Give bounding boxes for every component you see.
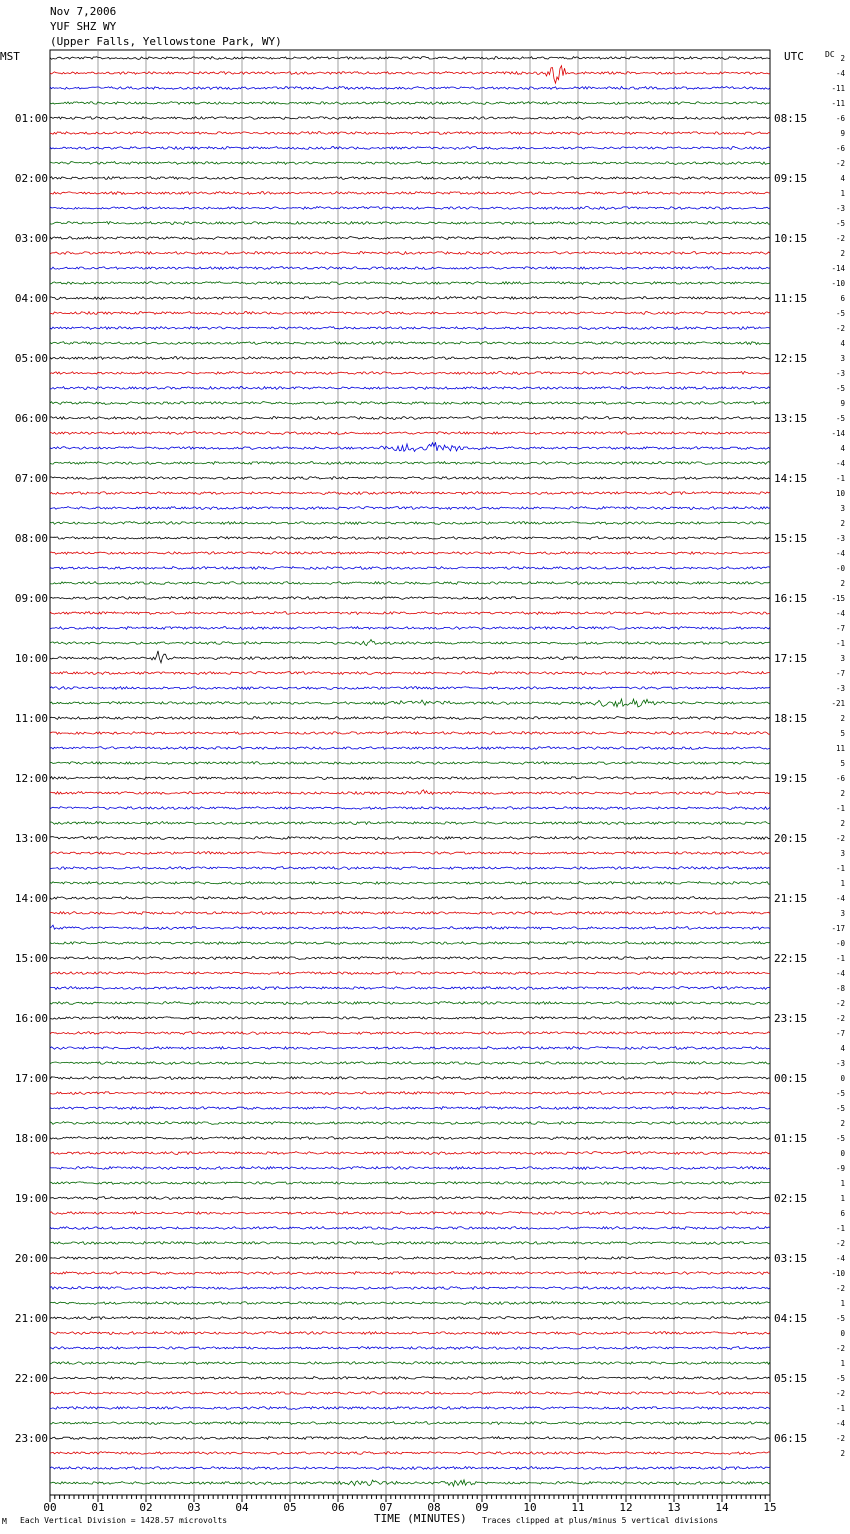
dc-offset-label: 6 — [840, 294, 845, 303]
seismic-trace — [50, 627, 770, 630]
dc-offset-label: -5 — [835, 1134, 845, 1143]
seismic-trace — [50, 537, 770, 540]
seismic-trace — [50, 57, 770, 60]
seismic-trace — [50, 87, 770, 90]
seismic-trace — [50, 822, 770, 825]
dc-offset-label: -2 — [835, 1284, 845, 1293]
seismic-trace — [50, 790, 770, 795]
seismic-trace — [50, 1002, 770, 1005]
dc-offset-label: 4 — [840, 339, 845, 348]
seismic-trace — [50, 747, 770, 750]
utc-hour-label: 16:15 — [774, 592, 808, 605]
seismic-trace — [50, 717, 770, 720]
dc-offset-label: 2 — [840, 714, 845, 723]
seismic-trace — [50, 1122, 770, 1125]
seismic-trace — [50, 1107, 770, 1110]
seismic-trace — [50, 162, 770, 165]
seismic-trace — [50, 597, 770, 600]
utc-hour-label: 00:15 — [774, 1072, 808, 1085]
seismic-trace — [50, 312, 770, 315]
seismic-trace — [50, 672, 770, 675]
dc-offset-label: -7 — [835, 1029, 845, 1038]
clip-note: Traces clipped at plus/minus 5 vertical divisions — [482, 1516, 719, 1525]
seismic-trace — [50, 651, 770, 663]
corner-mark: M — [2, 1517, 7, 1526]
dc-offset-label: -7 — [835, 669, 845, 678]
station-location: (Upper Falls, Yellowstone Park, WY) — [50, 35, 282, 48]
dc-offset-label: 4 — [840, 174, 845, 183]
plot-date: Nov 7,2006 — [50, 5, 117, 18]
seismic-trace — [50, 192, 770, 195]
mst-hour-label: 08:00 — [14, 532, 48, 545]
dc-offset-label: -6 — [835, 144, 845, 153]
seismic-trace — [50, 132, 770, 135]
seismic-trace — [50, 1287, 770, 1290]
dc-offset-label: -5 — [835, 1089, 845, 1098]
dc-offset-label: 1 — [840, 189, 845, 198]
utc-hour-label: 14:15 — [774, 472, 808, 485]
utc-hour-label: 10:15 — [774, 232, 808, 245]
seismic-trace — [50, 1467, 770, 1470]
seismic-trace — [50, 387, 770, 390]
mst-hour-label: 13:00 — [14, 832, 48, 845]
seismic-trace — [50, 1332, 770, 1335]
dc-offset-label: -4 — [835, 894, 845, 903]
dc-offset-label: -1 — [835, 474, 845, 483]
seismic-trace — [50, 102, 770, 105]
seismic-trace — [50, 1347, 770, 1350]
mst-hour-label: 17:00 — [14, 1072, 48, 1085]
seismic-trace — [50, 1272, 770, 1275]
dc-offset-label: -6 — [835, 114, 845, 123]
seismic-trace — [50, 1062, 770, 1065]
utc-axis-label: UTC — [784, 50, 804, 63]
dc-offset-label: 4 — [840, 1044, 845, 1053]
seismic-trace — [50, 117, 770, 120]
x-tick-label: 01 — [91, 1501, 105, 1514]
mst-hour-label: 12:00 — [14, 772, 48, 785]
dc-offset-label: 11 — [835, 744, 845, 753]
seismic-trace — [50, 522, 770, 525]
seismic-trace — [50, 402, 770, 405]
dc-offset-label: 1 — [840, 1299, 845, 1308]
dc-offset-label: -2 — [835, 234, 845, 243]
plot-frame — [50, 50, 770, 1495]
seismic-trace — [50, 1032, 770, 1035]
seismic-trace — [50, 1212, 770, 1215]
dc-offset-label: 2 — [840, 519, 845, 528]
dc-offset-label: 2 — [840, 789, 845, 798]
seismic-trace — [50, 897, 770, 900]
utc-hour-label: 01:15 — [774, 1132, 808, 1145]
seismic-trace — [50, 267, 770, 270]
x-tick-label: 09 — [475, 1501, 489, 1514]
dc-offset-label: -17 — [831, 924, 845, 933]
x-tick-label: 15 — [763, 1501, 777, 1514]
seismic-trace — [50, 1077, 770, 1080]
seismic-trace — [50, 147, 770, 150]
dc-offset-label: -10 — [831, 1269, 845, 1278]
utc-hour-label: 12:15 — [774, 352, 808, 365]
dc-offset-label: -11 — [831, 99, 845, 108]
dc-offset-label: 3 — [840, 849, 845, 858]
seismic-trace — [50, 837, 770, 840]
seismic-trace — [50, 732, 770, 735]
dc-offset-label: 3 — [840, 354, 845, 363]
dc-offset-label: 3 — [840, 504, 845, 513]
dc-offset-label: -0 — [835, 939, 845, 948]
dc-offset-label: 2 — [840, 1449, 845, 1458]
dc-label: DC — [825, 50, 835, 59]
x-tick-label: 13 — [667, 1501, 681, 1514]
seismic-trace — [50, 357, 770, 360]
seismic-trace — [50, 1392, 770, 1395]
scale-note: Each Vertical Division = 1428.57 microvolts — [20, 1516, 228, 1525]
dc-offset-label: -4 — [835, 969, 845, 978]
dc-offset-label: 3 — [840, 909, 845, 918]
dc-offset-label: 0 — [840, 1149, 845, 1158]
seismic-trace — [50, 1197, 770, 1200]
dc-offset-label: 0 — [840, 1074, 845, 1083]
mst-hour-label: 07:00 — [14, 472, 48, 485]
seismic-trace — [50, 492, 770, 495]
seismic-trace — [50, 222, 770, 225]
seismic-trace — [50, 942, 770, 945]
seismic-trace — [50, 957, 770, 960]
mst-hour-label: 15:00 — [14, 952, 48, 965]
station-code: YUF SHZ WY — [50, 20, 117, 33]
utc-hour-label: 19:15 — [774, 772, 808, 785]
seismic-trace — [50, 297, 770, 300]
x-tick-label: 06 — [331, 1501, 345, 1514]
dc-offset-label: 1 — [840, 1359, 845, 1368]
dc-offset-label: -9 — [835, 1164, 845, 1173]
utc-hour-label: 13:15 — [774, 412, 808, 425]
dc-offset-label: -11 — [831, 84, 845, 93]
dc-offset-label: -3 — [835, 534, 845, 543]
seismic-trace — [50, 777, 770, 780]
seismic-trace — [50, 925, 770, 929]
utc-hour-label: 08:15 — [774, 112, 808, 125]
mst-hour-label: 10:00 — [14, 652, 48, 665]
dc-offset-label: 5 — [840, 759, 845, 768]
seismic-trace — [50, 882, 770, 885]
utc-hour-label: 23:15 — [774, 1012, 808, 1025]
seismic-trace — [50, 1137, 770, 1140]
seismic-trace — [50, 867, 770, 870]
seismic-trace — [50, 987, 770, 990]
seismic-trace — [50, 327, 770, 330]
utc-hour-label: 21:15 — [774, 892, 808, 905]
mst-hour-label: 18:00 — [14, 1132, 48, 1145]
utc-hour-label: 09:15 — [774, 172, 808, 185]
x-tick-label: 11 — [571, 1501, 585, 1514]
dc-offset-label: -8 — [835, 984, 845, 993]
dc-offset-label: 3 — [840, 654, 845, 663]
seismic-trace — [50, 342, 770, 345]
mst-hour-label: 01:00 — [14, 112, 48, 125]
dc-offset-label: -2 — [835, 1344, 845, 1353]
dc-offset-label: -2 — [835, 834, 845, 843]
dc-offset-label: -3 — [835, 204, 845, 213]
x-tick-label: 12 — [619, 1501, 633, 1514]
dc-offset-label: -4 — [835, 1254, 845, 1263]
dc-offset-label: -4 — [835, 69, 845, 78]
seismic-trace — [50, 442, 770, 451]
mst-hour-label: 22:00 — [14, 1372, 48, 1385]
seismic-trace — [50, 1167, 770, 1170]
dc-offset-label: -10 — [831, 279, 845, 288]
seismic-trace — [50, 699, 770, 707]
mst-hour-label: 16:00 — [14, 1012, 48, 1025]
dc-offset-label: 1 — [840, 1194, 845, 1203]
dc-offset-label: -5 — [835, 1374, 845, 1383]
seismic-trace — [50, 372, 770, 375]
mst-hour-label: 21:00 — [14, 1312, 48, 1325]
dc-offset-label: -14 — [831, 264, 845, 273]
utc-hour-label: 04:15 — [774, 1312, 808, 1325]
mst-hour-label: 23:00 — [14, 1432, 48, 1445]
utc-hour-label: 05:15 — [774, 1372, 808, 1385]
dc-offset-label: 9 — [840, 129, 845, 138]
dc-offset-label: -2 — [835, 1239, 845, 1248]
dc-offset-label: -4 — [835, 459, 845, 468]
x-tick-label: 00 — [43, 1501, 57, 1514]
seismic-trace — [50, 1227, 770, 1230]
dc-offset-label: -2 — [835, 159, 845, 168]
seismic-trace — [50, 177, 770, 180]
mst-hour-label: 14:00 — [14, 892, 48, 905]
utc-hour-label: 03:15 — [774, 1252, 808, 1265]
seismic-trace — [50, 852, 770, 855]
utc-hour-label: 02:15 — [774, 1192, 808, 1205]
x-tick-label: 02 — [139, 1501, 153, 1514]
mst-hour-label: 05:00 — [14, 352, 48, 365]
dc-offset-label: 2 — [840, 1119, 845, 1128]
dc-offset-label: -1 — [835, 954, 845, 963]
seismic-trace — [50, 1017, 770, 1020]
dc-offset-label: -14 — [831, 429, 845, 438]
seismic-trace — [50, 1302, 770, 1305]
dc-offset-label: 10 — [835, 489, 845, 498]
seismic-trace — [50, 237, 770, 240]
dc-offset-label: -1 — [835, 804, 845, 813]
seismic-trace — [50, 612, 770, 615]
mst-hour-label: 09:00 — [14, 592, 48, 605]
seismic-trace — [50, 66, 770, 84]
utc-hour-label: 20:15 — [774, 832, 808, 845]
mst-hour-label: 03:00 — [14, 232, 48, 245]
seismic-trace — [50, 1317, 770, 1320]
utc-hour-label: 22:15 — [774, 952, 808, 965]
dc-offset-label: 9 — [840, 399, 845, 408]
seismic-trace — [50, 762, 770, 765]
seismic-trace — [50, 417, 770, 420]
dc-offset-label: -3 — [835, 1059, 845, 1068]
mst-axis-label: MST — [0, 50, 20, 63]
dc-offset-label: 2 — [840, 819, 845, 828]
dc-offset-label: -0 — [835, 564, 845, 573]
x-tick-label: 14 — [715, 1501, 729, 1514]
dc-offset-label: -4 — [835, 1419, 845, 1428]
seismic-trace — [50, 1422, 770, 1425]
dc-offset-label: -5 — [835, 309, 845, 318]
seismic-trace — [50, 807, 770, 810]
dc-offset-label: -2 — [835, 1389, 845, 1398]
seismic-trace — [50, 207, 770, 210]
x-tick-label: 04 — [235, 1501, 249, 1514]
dc-offset-label: -3 — [835, 369, 845, 378]
seismic-trace — [50, 252, 770, 255]
mst-hour-label: 11:00 — [14, 712, 48, 725]
mst-hour-label: 06:00 — [14, 412, 48, 425]
seismic-trace — [50, 282, 770, 285]
mst-hour-label: 20:00 — [14, 1252, 48, 1265]
dc-offset-label: -3 — [835, 684, 845, 693]
dc-offset-label: 4 — [840, 444, 845, 453]
mst-hour-label: 19:00 — [14, 1192, 48, 1205]
seismic-trace — [50, 1377, 770, 1380]
seismic-trace — [50, 640, 770, 646]
dc-offset-label: -4 — [835, 549, 845, 558]
seismic-trace — [50, 462, 770, 465]
seismic-trace — [50, 1242, 770, 1245]
dc-offset-label: 0 — [840, 1329, 845, 1338]
seismic-trace — [50, 1407, 770, 1410]
seismic-trace — [50, 1047, 770, 1050]
utc-hour-label: 15:15 — [774, 532, 808, 545]
utc-hour-label: 06:15 — [774, 1432, 808, 1445]
seismic-trace — [50, 1257, 770, 1260]
dc-offset-label: 6 — [840, 1209, 845, 1218]
seismic-trace — [50, 1092, 770, 1095]
seismic-trace — [50, 567, 770, 570]
dc-offset-label: -5 — [835, 1104, 845, 1113]
x-axis-title: TIME (MINUTES) — [374, 1512, 467, 1525]
x-tick-label: 03 — [187, 1501, 201, 1514]
seismic-trace — [50, 912, 770, 915]
dc-offset-label: -4 — [835, 609, 845, 618]
seismic-trace — [50, 972, 770, 975]
seismic-trace — [50, 687, 770, 690]
dc-offset-label: -2 — [835, 1014, 845, 1023]
seismic-trace — [50, 507, 770, 510]
seismic-trace — [50, 477, 770, 480]
dc-offset-label: 5 — [840, 729, 845, 738]
dc-offset-label: -1 — [835, 1404, 845, 1413]
x-tick-label: 08 — [427, 1501, 441, 1514]
seismic-trace — [50, 582, 770, 585]
utc-hour-label: 18:15 — [774, 712, 808, 725]
dc-offset-label: -5 — [835, 219, 845, 228]
seismic-trace — [50, 1182, 770, 1185]
dc-offset-label: -1 — [835, 1224, 845, 1233]
mst-hour-label: 02:00 — [14, 172, 48, 185]
dc-offset-label: -2 — [835, 1434, 845, 1443]
dc-offset-label: -6 — [835, 774, 845, 783]
seismic-trace — [50, 1437, 770, 1440]
seismic-trace — [50, 1452, 770, 1455]
mst-hour-label: 04:00 — [14, 292, 48, 305]
dc-offset-label: 1 — [840, 1179, 845, 1188]
x-tick-label: 07 — [379, 1501, 393, 1514]
dc-offset-label: -2 — [835, 999, 845, 1008]
dc-offset-label: -7 — [835, 624, 845, 633]
dc-offset-label: -1 — [835, 864, 845, 873]
seismic-trace — [50, 432, 770, 435]
dc-offset-label: -21 — [831, 699, 845, 708]
dc-offset-label: -5 — [835, 1314, 845, 1323]
dc-offset-label: 2 — [840, 54, 845, 63]
dc-offset-label: 2 — [840, 579, 845, 588]
dc-offset-label: 1 — [840, 879, 845, 888]
dc-offset-label: -5 — [835, 384, 845, 393]
dc-offset-label: -5 — [835, 414, 845, 423]
dc-offset-label: -1 — [835, 639, 845, 648]
dc-offset-label: -2 — [835, 324, 845, 333]
seismic-trace — [50, 1152, 770, 1155]
dc-offset-label: 2 — [840, 249, 845, 258]
x-tick-label: 10 — [523, 1501, 537, 1514]
dc-offset-label: -15 — [831, 594, 845, 603]
seismic-trace — [50, 552, 770, 555]
seismic-trace — [50, 1480, 770, 1486]
seismic-trace — [50, 1362, 770, 1365]
x-tick-label: 05 — [283, 1501, 297, 1514]
utc-hour-label: 17:15 — [774, 652, 808, 665]
utc-hour-label: 11:15 — [774, 292, 808, 305]
